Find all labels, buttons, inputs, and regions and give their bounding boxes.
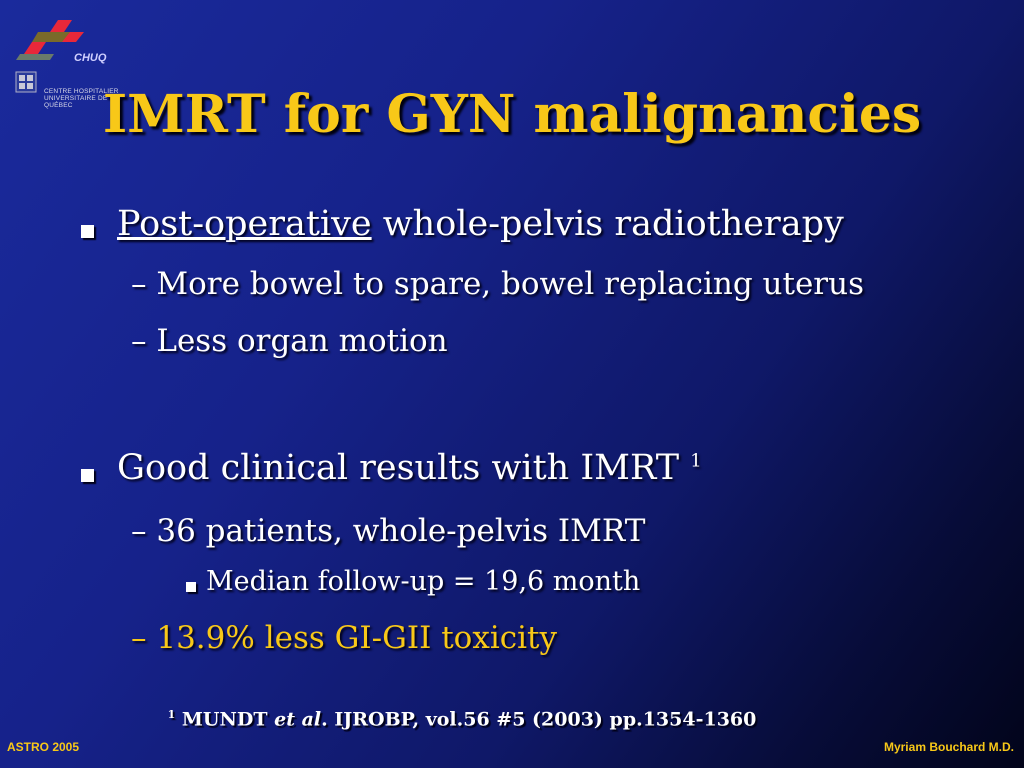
subitem-patients: – 36 patients, whole-pelvis IMRT (131, 513, 646, 549)
bullet-superscript: 1 (690, 450, 702, 472)
chuq-logo (10, 14, 120, 109)
logo-institution-line1: CENTRE HOSPITALIER (44, 88, 119, 95)
subsubitem-follow-up: Median follow-up = 19,6 month (206, 566, 641, 597)
footnote-citation: . IJROBP, vol.56 #5 (2003) pp.1354-1360 (321, 708, 757, 731)
bullet-text: Good clinical results with IMRT (117, 448, 680, 488)
subitem-bowel: – More bowel to spare, bowel replacing uterus (131, 266, 864, 302)
footnote-etal: et al (274, 708, 322, 731)
subitem-organ-motion: – Less organ motion (131, 323, 448, 359)
bullet-text: whole-pelvis radiotherapy (371, 204, 844, 244)
bullet-square-icon (81, 469, 94, 482)
footnote-marker: 1 (167, 708, 176, 721)
footer-conference: ASTRO 2005 (7, 740, 80, 754)
bullet-clinical-results (117, 448, 702, 488)
subitem-toxicity: – 13.9% less GI-GII toxicity (131, 620, 557, 656)
footer-author: Myriam Bouchard M.D. (883, 740, 1014, 754)
logo-institution-line2: UNIVERSITAIRE DE QUÉBEC (44, 95, 108, 109)
footnote-reference (0, 708, 924, 730)
logo-brand-text: CHUQ (74, 52, 107, 64)
footnote-author: MUNDT (175, 708, 275, 731)
bullet-post-operative (117, 204, 844, 244)
bullet-square-icon (81, 225, 94, 238)
bullet-small-square-icon (186, 582, 196, 592)
slide-title: IMRT for GYN malignancies (102, 84, 922, 145)
bullet-underlined-text: Post-operative (117, 204, 372, 244)
